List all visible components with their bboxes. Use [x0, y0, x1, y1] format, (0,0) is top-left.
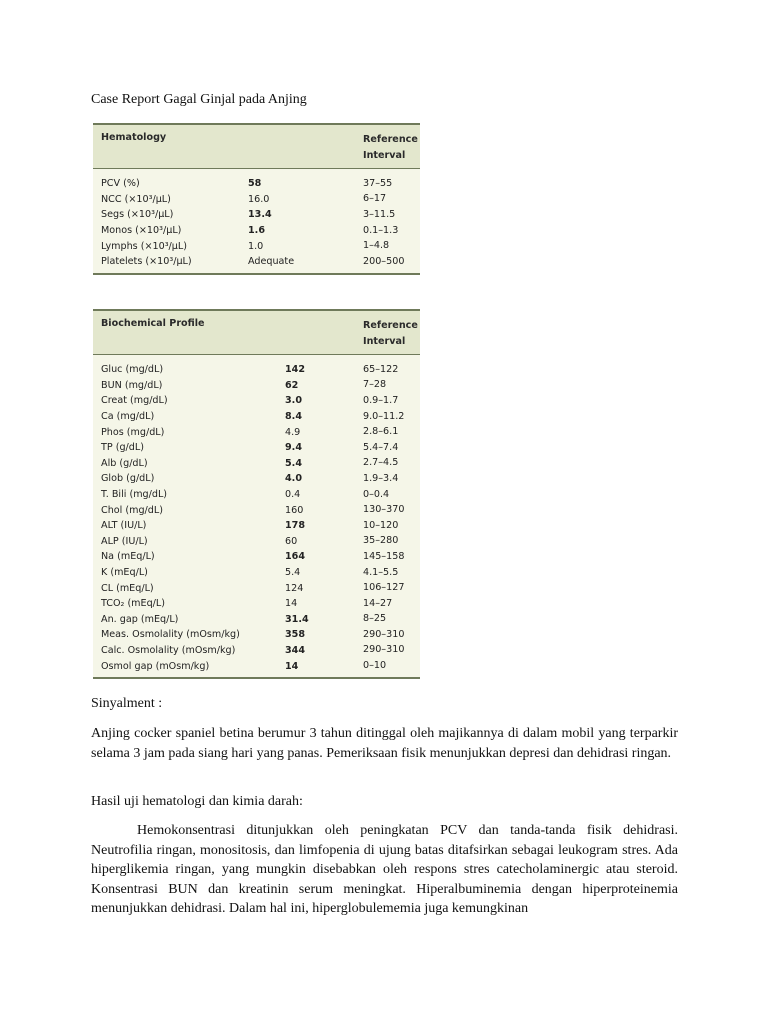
table-row	[93, 223, 420, 239]
reference-interval: 14–27	[363, 597, 393, 609]
analyte-name: BUN (mg/dL)	[101, 379, 163, 391]
reference-interval: 290–310	[363, 644, 405, 656]
analyte-name: Lymphs (×10³/µL)	[101, 240, 187, 252]
analyte-name: Phos (mg/dL)	[101, 426, 165, 438]
analyte-name: Platelets (×10³/µL)	[101, 256, 192, 268]
table-row	[93, 207, 420, 223]
reference-interval: 37–55	[363, 177, 393, 189]
reference-interval: 0–0.4	[363, 488, 390, 500]
reference-interval: 9.0–11.2	[363, 410, 405, 422]
analyte-name: K (mEq/L)	[101, 567, 148, 579]
reference-interval: 6–17	[363, 193, 387, 205]
table-row	[93, 643, 420, 659]
signalment-paragraph: Anjing cocker spaniel betina berumur 3 tahun ditinggal oleh majikannya di dalam mobil yang terparkir selama 3 jam pada siang hari yang panas. Pemeriksaan fisik menunjukkan depresi dan dehidrasi ringan.	[91, 726, 678, 761]
analyte-name: ALT (IU/L)	[101, 520, 147, 532]
table-row	[93, 378, 420, 394]
analyte-value: 5.4	[285, 457, 302, 469]
table-row	[93, 518, 420, 534]
table-row	[93, 409, 420, 425]
table-row	[93, 580, 420, 596]
analyte-name: ALP (IU/L)	[101, 535, 148, 547]
table-row	[93, 658, 420, 674]
biochemical-header-reference: Reference Interval	[363, 320, 418, 347]
reference-interval: 200–500	[363, 255, 405, 267]
analyte-value: 164	[285, 551, 306, 563]
analyte-name: Alb (g/dL)	[101, 457, 148, 469]
analyte-value: 160	[285, 504, 304, 516]
analyte-name: CL (mEq/L)	[101, 582, 154, 594]
reference-interval: 1–4.8	[363, 240, 390, 252]
analyte-value: Adequate	[248, 256, 295, 268]
biochemical-header-label: Biochemical Profile	[101, 318, 205, 329]
table-row	[93, 424, 420, 440]
table-row	[93, 565, 420, 581]
reference-interval: 130–370	[363, 504, 405, 516]
analyte-value: 4.9	[285, 426, 301, 438]
analyte-name: PCV (%)	[101, 178, 140, 190]
table-row	[93, 254, 420, 270]
analyte-name: Osmol gap (mOsm/kg)	[101, 660, 210, 672]
results-heading: Hasil uji hematologi dan kimia darah:	[91, 794, 303, 809]
reference-interval: 4.1–5.5	[363, 566, 399, 578]
reference-interval: 10–120	[363, 519, 399, 531]
table-row	[93, 596, 420, 612]
analyte-value: 60	[285, 535, 298, 547]
table-row	[93, 176, 420, 192]
reference-interval: 7–28	[363, 379, 387, 391]
analyte-value: 4.0	[285, 473, 302, 485]
analyte-value: 142	[285, 364, 306, 376]
analyte-name: TP (g/dL)	[101, 442, 144, 454]
reference-interval: 0–10	[363, 660, 387, 672]
signalment-heading: Sinyalment :	[91, 696, 163, 711]
analyte-name: T. Bili (mg/dL)	[101, 489, 168, 501]
hematology-header-label: Hematology	[101, 132, 167, 143]
reference-interval: 1.9–3.4	[363, 472, 399, 484]
table-row	[93, 393, 420, 409]
analyte-value: 1.0	[248, 240, 264, 252]
results-paragraph: Hemokonsentrasi ditunjukkan oleh peningkatan PCV dan tanda-tanda fisik dehidrasi. Neutrofilia ringan, monositosis, dan limfopenia di ujung batas ditafsirkan sebagai leukogram stres. Ada hiperglikemia ringan, yang mungkin disebabkan oleh respons stres catecholaminergic atau steroid. Konsentrasi BUN dan kreatinin serum meningkat. Hiperalbuminemia dengan hiperproteinemia menunjukkan dehidrasi. Dalam hal ini, hiperglobulememia juga kemungkinan	[91, 823, 678, 916]
analyte-value: 13.4	[248, 209, 272, 221]
analyte-name: Meas. Osmolality (mOsm/kg)	[101, 629, 240, 641]
analyte-value: 8.4	[285, 411, 302, 423]
analyte-name: Creat (mg/dL)	[101, 395, 168, 407]
reference-interval: 2.7–4.5	[363, 457, 399, 469]
analyte-value: 62	[285, 379, 299, 391]
table-row	[93, 627, 420, 643]
analyte-name: Calc. Osmolality (mOsm/kg)	[101, 644, 236, 656]
table-row	[93, 192, 420, 208]
analyte-name: Na (mEq/L)	[101, 551, 155, 563]
table-row	[93, 487, 420, 503]
reference-interval: 0.9–1.7	[363, 394, 399, 406]
analyte-value: 16.0	[248, 193, 270, 205]
analyte-name: NCC (×10³/µL)	[101, 193, 171, 205]
analyte-value: 358	[285, 629, 306, 641]
analyte-value: 124	[285, 582, 304, 594]
analyte-value: 344	[285, 644, 306, 656]
reference-interval: 290–310	[363, 628, 405, 640]
analyte-value: 178	[285, 520, 306, 532]
analyte-value: 3.0	[285, 395, 302, 407]
table-row	[93, 440, 420, 456]
reference-interval: 5.4–7.4	[363, 441, 399, 453]
reference-interval: 35–280	[363, 535, 399, 547]
table-row	[93, 456, 420, 472]
table-row	[93, 471, 420, 487]
biochemical-table-body	[93, 355, 420, 677]
analyte-name: Ca (mg/dL)	[101, 411, 155, 423]
analyte-value: 14	[285, 660, 299, 672]
table-row	[93, 549, 420, 565]
analyte-name: TCO₂ (mEq/L)	[101, 598, 166, 610]
reference-interval: 65–122	[363, 363, 399, 375]
analyte-value: 58	[248, 178, 262, 190]
reference-interval: 8–25	[363, 613, 387, 625]
analyte-name: Monos (×10³/µL)	[101, 225, 182, 237]
reference-interval: 2.8–6.1	[363, 426, 399, 438]
reference-interval: 106–127	[363, 582, 405, 594]
hematology-header-reference: Reference Interval	[363, 134, 418, 161]
biochemical-table-header	[93, 311, 420, 355]
analyte-value: 1.6	[248, 225, 265, 237]
page-title: Case Report Gagal Ginjal pada Anjing	[91, 92, 307, 107]
table-row	[93, 238, 420, 254]
analyte-name: Segs (×10³/µL)	[101, 209, 174, 221]
analyte-name: Gluc (mg/dL)	[101, 364, 164, 376]
biochemical-table	[93, 309, 420, 679]
table-row	[93, 534, 420, 550]
analyte-value: 5.4	[285, 567, 301, 579]
hematology-table-header	[93, 125, 420, 169]
analyte-value: 14	[285, 598, 298, 610]
reference-interval: 0.1–1.3	[363, 224, 399, 236]
analyte-value: 31.4	[285, 613, 309, 625]
analyte-value: 9.4	[285, 442, 302, 454]
hematology-table-body	[93, 169, 420, 273]
table-row	[93, 612, 420, 628]
analyte-name: An. gap (mEq/L)	[101, 613, 179, 625]
hematology-table	[93, 123, 420, 275]
analyte-value: 0.4	[285, 489, 301, 501]
table-row	[93, 502, 420, 518]
analyte-name: Chol (mg/dL)	[101, 504, 163, 516]
table-row	[93, 362, 420, 378]
reference-interval: 3–11.5	[363, 208, 396, 220]
analyte-name: Glob (g/dL)	[101, 473, 155, 485]
reference-interval: 145–158	[363, 550, 405, 562]
